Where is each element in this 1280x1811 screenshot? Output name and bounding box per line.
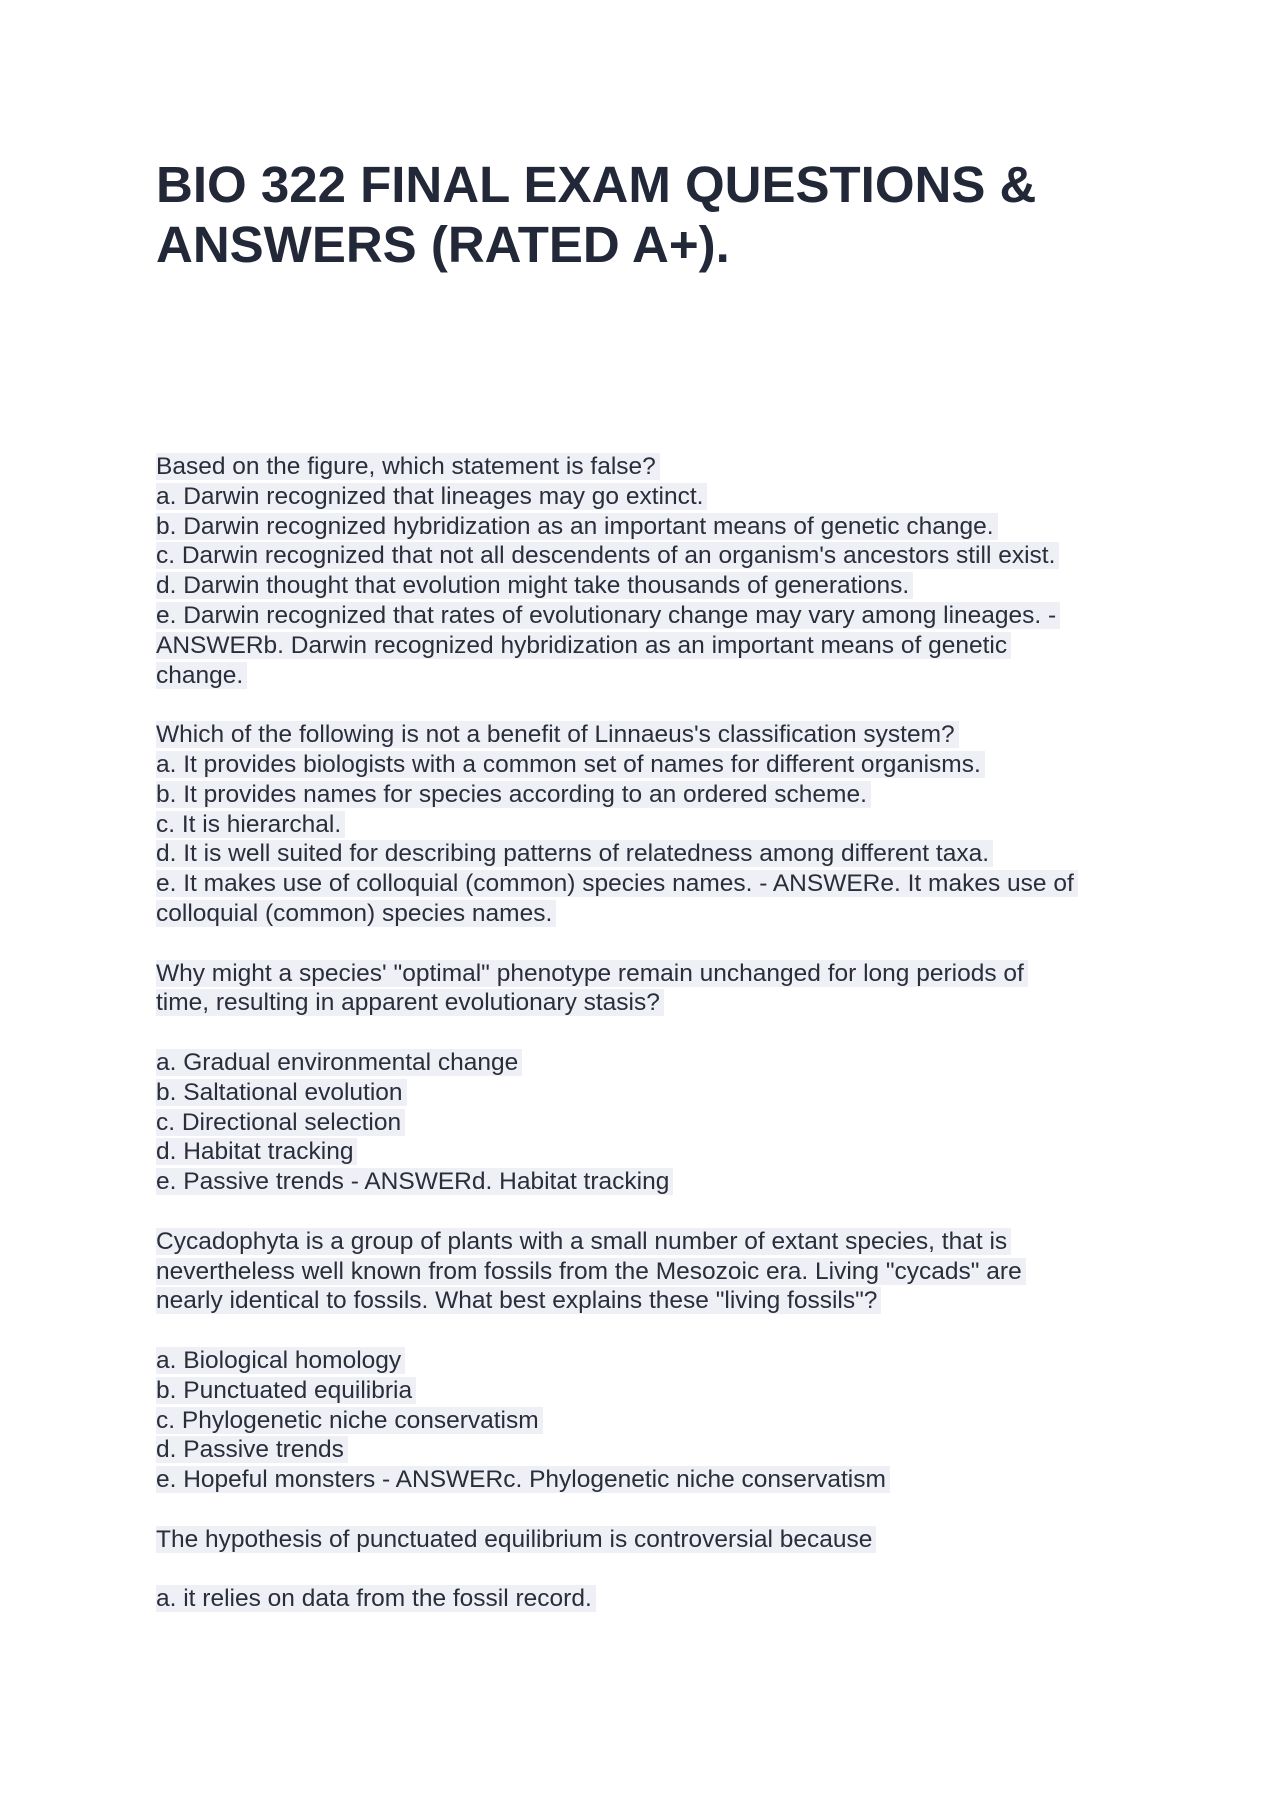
- answer-option: e. It makes use of colloquial (common) species names. - ANSWERe. It makes use of: [156, 869, 1156, 899]
- answer-key: colloquial (common) species names.: [156, 899, 1156, 929]
- answer-option: d. Passive trends: [156, 1435, 1156, 1465]
- answer-option: d. Habitat tracking: [156, 1137, 1156, 1167]
- answer-option: c. Directional selection: [156, 1108, 1156, 1138]
- answer-option: b. Saltational evolution: [156, 1078, 1156, 1108]
- answer-option: d. Darwin thought that evolution might take thousands of generations.: [156, 571, 1156, 601]
- answer-option: c. It is hierarchal.: [156, 810, 1156, 840]
- answer-option: a. It provides biologists with a common set of names for different organisms.: [156, 750, 1156, 780]
- document-body: [156, 452, 1156, 1614]
- answer-option: b. It provides names for species according to an ordered scheme.: [156, 780, 1156, 810]
- question-text: nearly identical to fossils. What best explains these "living fossils"?: [156, 1286, 1156, 1316]
- question-text: Cycadophyta is a group of plants with a small number of extant species, that is: [156, 1227, 1156, 1257]
- answer-option: e. Hopeful monsters - ANSWERc. Phylogenetic niche conservatism: [156, 1465, 1156, 1495]
- question-text: time, resulting in apparent evolutionary stasis?: [156, 988, 1156, 1018]
- question-text: nevertheless well known from fossils from the Mesozoic era. Living "cycads" are: [156, 1257, 1156, 1287]
- question-text: The hypothesis of punctuated equilibrium is controversial because: [156, 1525, 1156, 1555]
- answer-key: change.: [156, 661, 1156, 691]
- question-block: [156, 452, 1156, 690]
- question-block: [156, 720, 1156, 929]
- title-line: ANSWERS (RATED A+).: [156, 216, 730, 273]
- answer-option: c. Darwin recognized that not all descendents of an organism's ancestors still exist.: [156, 541, 1156, 571]
- answer-key: ANSWERb. Darwin recognized hybridization as an important means of genetic: [156, 631, 1156, 661]
- question-text: Based on the figure, which statement is false?: [156, 452, 1156, 482]
- answer-option: c. Phylogenetic niche conservatism: [156, 1406, 1156, 1436]
- answer-option: e. Passive trends - ANSWERd. Habitat tracking: [156, 1167, 1156, 1197]
- question-text: Which of the following is not a benefit of Linnaeus's classification system?: [156, 720, 1156, 750]
- answer-option: a. Gradual environmental change: [156, 1048, 1156, 1078]
- question-text: Why might a species' "optimal" phenotype remain unchanged for long periods of: [156, 959, 1156, 989]
- title-line: BIO 322 FINAL EXAM QUESTIONS &: [156, 156, 1037, 213]
- answer-option: b. Punctuated equilibria: [156, 1376, 1156, 1406]
- answer-option: e. Darwin recognized that rates of evolutionary change may vary among lineages. -: [156, 601, 1156, 631]
- answer-option: d. It is well suited for describing patterns of relatedness among different taxa.: [156, 839, 1156, 869]
- question-block: [156, 959, 1156, 1197]
- document-title: [156, 155, 1156, 275]
- answer-option: b. Darwin recognized hybridization as an important means of genetic change.: [156, 512, 1156, 542]
- question-block: [156, 1227, 1156, 1495]
- question-block: [156, 1525, 1156, 1614]
- answer-option: a. Darwin recognized that lineages may go extinct.: [156, 482, 1156, 512]
- answer-option: a. Biological homology: [156, 1346, 1156, 1376]
- answer-option: a. it relies on data from the fossil record.: [156, 1584, 1156, 1614]
